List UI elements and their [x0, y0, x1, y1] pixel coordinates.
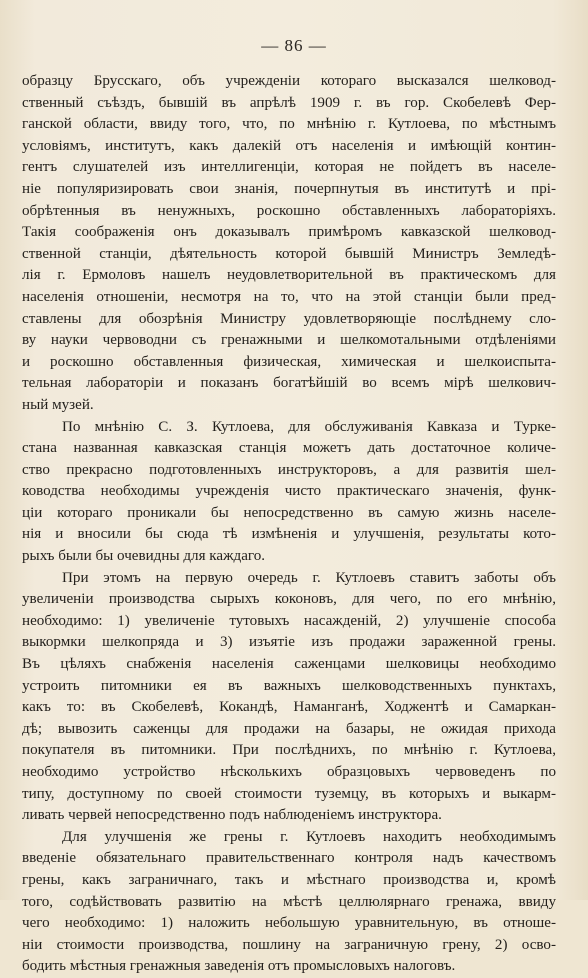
text-line: рыхъ были бы очевидны для каждаго.: [22, 548, 266, 565]
text-line: типу, доступному по своей стоимости туземцу, въ которыхъ и выкарм-: [22, 785, 556, 802]
text-line: нія и вносили бы сюда тѣ измѣненія и улучшенія, результаты кото-: [22, 526, 556, 543]
text-line: По мнѣнію С. З. Кутлоева, для обслуживанія Кавказа и Турке-: [62, 418, 556, 435]
text-line: ководства необходимы учрежденія чисто практическаго значенія, функ-: [22, 483, 556, 500]
text-line: и роскошно обставленныя физическая, химическая и шелкоиспыта-: [22, 353, 556, 370]
text-line: Такія соображенія онъ доказывалъ примѣромъ кавказской шелковод-: [22, 224, 556, 241]
text-line: ніи стоимости производства, пошлину на заграничную грену, 2) осво-: [22, 936, 556, 953]
page-number: — 86 —: [261, 36, 327, 55]
text-line: увеличеніи производства сырыхъ коконовъ, для чего, по его мнѣнію,: [22, 591, 556, 608]
text-line: тельная лабораторіи и показанъ богатѣйшій во всемъ мірѣ шелкович-: [22, 375, 556, 392]
text-line: грены, какъ заграничнаго, такъ и мѣстнаго производства и, кромѣ: [22, 871, 556, 888]
text-line: населенія отношеніи, несмотря на то, что на этой станціи были пред-: [22, 288, 556, 305]
text-line: необходимо: 1) увеличеніе тутовыхъ насажденій, 2) улучшеніе способа: [22, 612, 556, 629]
text-line: При этомъ на первую очередь г. Кутлоевъ ставитъ заботы объ: [62, 569, 556, 586]
text-line: стана названная кавказская станція можетъ дать достаточное количе-: [22, 440, 556, 457]
text-line: ный музей.: [22, 396, 94, 413]
text-line: ство прекрасно подготовленныхъ инструкторовъ, а для развитія шел-: [22, 461, 556, 478]
text-line: Для улучшенія же грены г. Кутлоевъ находитъ необходимымъ: [62, 828, 556, 845]
text-line: необходимо устройство нѣсколькихъ образцовыхъ червоведенъ по: [22, 764, 556, 780]
text-line: ву науки червоводни съ гренажными и шелкомотальными отдѣленіями: [22, 332, 556, 349]
text-line: введеніе обязательнаго правительственнаго контроля надъ качествомъ: [22, 850, 556, 867]
text-line: какъ то: въ Скобелевѣ, Кокандѣ, Наманганѣ, Ходжентѣ и Самаркан-: [22, 699, 556, 716]
text-line: чего необходимо: 1) наложить небольшую уравнительную, въ отноше-: [22, 915, 556, 932]
text-line: гентъ слушателей изъ интеллигенціи, которая не пойдетъ въ населе-: [22, 159, 556, 176]
paragraph: [22, 827, 556, 978]
paragraph: [22, 71, 556, 417]
body-text: [22, 71, 556, 978]
text-line: лія г. Ермоловъ нашелъ неудовлетворительной въ практическомъ для: [22, 267, 556, 284]
text-line: Въ цѣляхъ снабженія населенія саженцами шелковицы необходимо: [22, 656, 556, 673]
text-line: того, содѣйствовать развитію на мѣстѣ целлюлярнаго гренажа, ввиду: [22, 893, 556, 910]
text-line: ставлены для обозрѣнія Министру удовлетворяющіе послѣднему сло-: [22, 310, 556, 327]
text-line: образцу Брусскаго, объ учрежденіи котораго высказался шелковод-: [22, 73, 556, 89]
text-line: выкормки шелкопряда и 3) изъятіе изъ продажи зараженной грены.: [22, 634, 556, 651]
text-line: ганской области, ввиду того, что, по мнѣнію г. Кутлоева, по мѣстнымъ: [22, 116, 556, 133]
text-line: ственной станціи, дѣятельность которой бывшій Министръ Земледѣ-: [22, 245, 556, 262]
text-line: ливать червей непосредственно подъ наблюденіемъ инструктора.: [22, 807, 442, 824]
paragraph: [22, 568, 556, 827]
text-line: ніе популяризировать свои знанія, почерпнутыя въ институтѣ и прі-: [22, 180, 556, 197]
text-line: бодить мѣстныя гренажныя заведенія отъ промысловыхъ налоговъ.: [22, 958, 456, 975]
text-line: условіямъ, институтъ, какъ далекій отъ населенія и имѣющій контин-: [22, 137, 556, 154]
text-line: покупателя въ питомники. При послѣднихъ, по мнѣнію г. Кутлоева,: [22, 742, 556, 759]
text-line: ственный съѣздъ, бывшій въ апрѣлѣ 1909 г. въ гор. Скобелевѣ Фер-: [22, 94, 556, 111]
text-line: ціи котораго проникали бы непосредственно въ самую жизнь населе-: [22, 504, 556, 521]
text-line: устроить питомники ея въ важныхъ шелководственныхъ пунктахъ,: [22, 677, 556, 694]
text-line: обрѣтенныя въ ненужныхъ, роскошно обставленныхъ лабораторіяхъ.: [22, 202, 556, 219]
text-line: дѣ; вывозить саженцы для продажи на базары, не ожидая прихода: [22, 720, 556, 737]
paragraph: [22, 417, 556, 568]
